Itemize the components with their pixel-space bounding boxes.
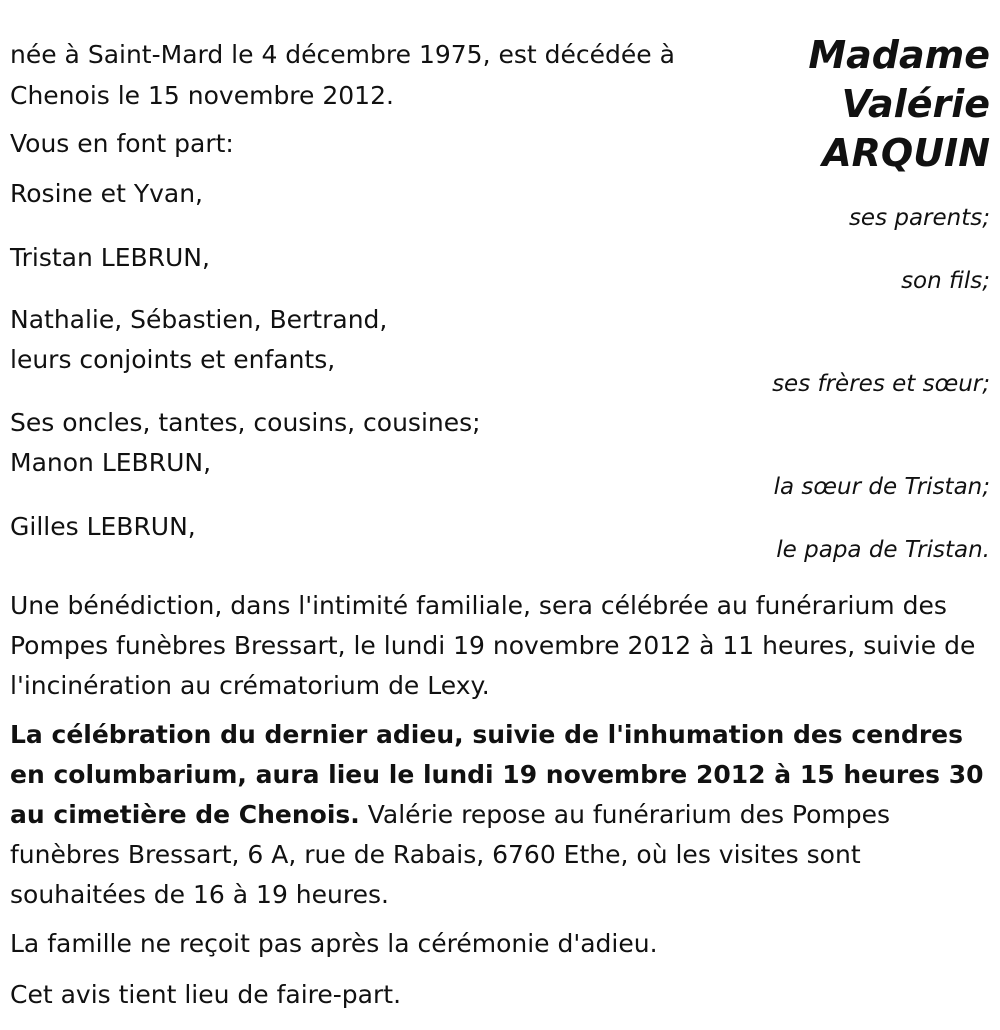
- family-siblings-names-2: leurs conjoints et enfants,: [10, 345, 336, 374]
- family-relatives-names: Ses oncles, tantes, cousins, cousines;: [10, 408, 481, 437]
- birth-death-line-1: née à Saint-Mard le 4 décembre 1975, est décédée à: [10, 40, 675, 69]
- family-siblings-relation: ses frères et sœur;: [772, 371, 990, 397]
- family-son-relation: son fils;: [901, 268, 990, 294]
- family-manon-relation: la sœur de Tristan;: [773, 474, 990, 500]
- family-manon-name: Manon LEBRUN,: [10, 448, 212, 477]
- adieu-rest-text: Valérie repose au funérarium des Pompes funèbres Bressart, 6 A, rue de Rabais, 6760 Ethe, où les visites sont souhaitées de 16 à 19 heures.: [10, 800, 891, 909]
- family-son-names: Tristan LEBRUN,: [10, 243, 210, 272]
- adieu-paragraph: [10, 715, 995, 915]
- deceased-first-name: Valérie: [841, 82, 990, 126]
- reception-note: La famille ne reçoit pas après la cérémonie d'adieu.: [10, 929, 658, 958]
- adieu-bold-text: La célébration du dernier adieu, suivie de l'inhumation des cendres en columbarium, aura lieu le lundi 19 novembre 2012 à 15 heures 30 au cimetière de Chenois.: [10, 720, 984, 829]
- family-gilles-name: Gilles LEBRUN,: [10, 512, 196, 541]
- family-siblings-names-1: Nathalie, Sébastien, Bertrand,: [10, 305, 388, 334]
- deceased-title-madame: Madame: [808, 33, 990, 77]
- announcement-intro: Vous en font part:: [10, 129, 234, 158]
- family-gilles-relation: le papa de Tristan.: [776, 537, 990, 563]
- faire-part-note: Cet avis tient lieu de faire-part.: [10, 980, 402, 1009]
- family-parents-relation: ses parents;: [848, 205, 990, 231]
- deceased-last-name: ARQUIN: [822, 131, 990, 175]
- birth-death-line-2: Chenois le 15 novembre 2012.: [10, 81, 394, 110]
- family-parents-names: Rosine et Yvan,: [10, 179, 203, 208]
- benediction-paragraph: Une bénédiction, dans l'intimité familiale, sera célébrée au funérarium des Pompes funèbres Bressart, le lundi 19 novembre 2012 à 11 heures, suivie de l'incinération au crématorium de Lexy.: [10, 591, 976, 700]
